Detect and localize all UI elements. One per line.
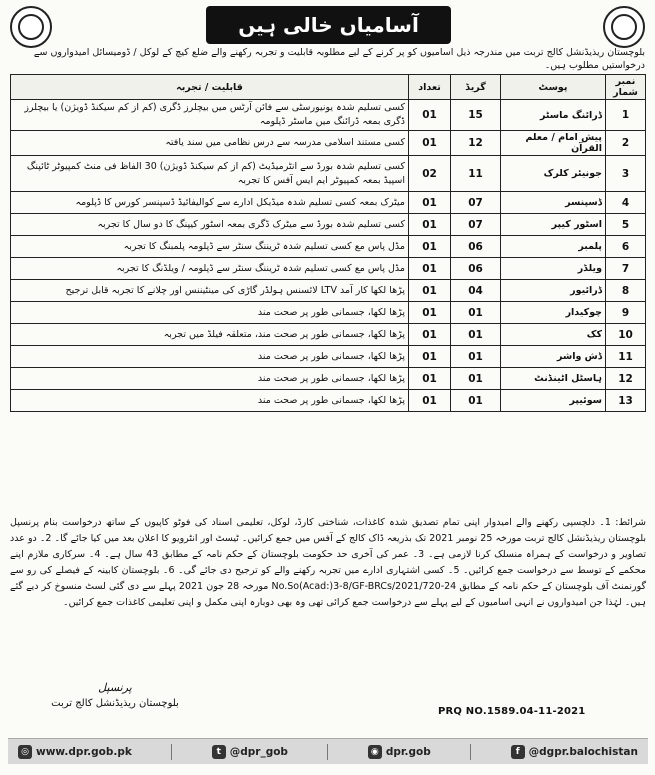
header-post: پوسٹ <box>501 75 606 100</box>
qualification-cell: مڈل پاس مع کسی تسلیم شدہ ٹریننگ سنٹر سے ڈپلومہ پلمبنگ کا تجربہ <box>11 236 409 258</box>
qualification-cell: کسی تسلیم شدہ یونیورسٹی سے فائن آرٹس میں بیچلرز ڈگری (کم از کم سیکنڈ ڈویژن) یا بیچلرز ڈگری بمعہ ڈرائنگ میں ماسٹر ڈپلومہ <box>11 100 409 131</box>
page-title: آسامیاں خالی ہیں <box>206 6 451 44</box>
terms-and-conditions: شرائط: 1۔ دلچسپی رکھنے والے امیدوار اپنی تمام تصدیق شدہ کاغذات، شناختی کارڈ، لوکل، تعلیمی اسناد کی فوٹو کاپیوں کے ساتھ درخواست بنام پرنسپل بلوچستان ریذیڈنشل کالج تربت مورخہ 25 نومبر 2021 تک بذریعہ ڈاک کالج کے آفس میں جمع کرائیں۔ ٹیسٹ اور انٹرویو کا اعلان بعد میں کیا جائے گا۔ 2۔ دو عدد تصاویر و درخواست کے ہمراہ منسلک کرنا لازمی ہے۔ 3۔ عمر کی آخری حد حکومت بلوچستان کے حکم نامہ کے مطابق 43 سال ہے۔ 4۔ سرکاری ملازم اپنے محکمے کے توسط سے درخواست جمع کرائیں۔ 5۔ کسی اشتہاری ادارے میں تجربہ رکھنے والے کو ترجیح دی جائے گی۔ 6۔ بلوچستان کابینہ کے فیصلے کی رو سے گورنمنٹ آف بلوچستان کے حکم نامہ کے مطابق No.So(Acad:)3-8/GF-BRCs/2021/720-24 مورخہ 28 جون 2021 پہلے سے دی گئی لسٹ منسوخ کر دیے گئے ہیں۔ لہٰذا جن امیدواروں نے انہی اسامیوں کے لیے پہلے سے درخواست جمع کرائی تھی وہ بھی دوبارہ اپنی مکمل و اپنی تعلیمی کاغذات جمع کرائیں۔ <box>10 517 647 608</box>
table-row <box>11 390 646 412</box>
sr-cell: 3 <box>606 156 646 192</box>
post-cell: ڈش واشر <box>501 346 606 368</box>
header-quantity: تعداد <box>409 75 451 100</box>
vacancies-table <box>10 74 646 412</box>
globe-icon: ◎ <box>18 745 32 759</box>
post-cell: پلمبر <box>501 236 606 258</box>
instagram-text: dpr.gob <box>385 745 431 758</box>
signature-title: پرنسپل <box>98 681 132 694</box>
signature-block <box>40 680 190 712</box>
post-cell: جونیئر کلرک <box>501 156 606 192</box>
grade-cell: 12 <box>451 131 501 156</box>
qualification-cell: پڑھا لکھا، جسمانی طور پر صحت مند <box>11 368 409 390</box>
quantity-cell: 01 <box>409 324 451 346</box>
sr-cell: 4 <box>606 192 646 214</box>
qualification-cell: کسی تسلیم شدہ بورڈ سے انٹرمیڈیٹ (کم از کم سیکنڈ ڈویژن) 30 الفاظ فی منٹ کمپیوٹر ٹائپنگ اسپیڈ بمعہ کمپیوٹر ایم ایس آفس کا تجربہ <box>11 156 409 192</box>
post-cell: ڈسپنسر <box>501 192 606 214</box>
qualification-cell: پڑھا لکھا کار آمد LTV لائسنس ہولڈر گاڑی کی مینٹیننس اور چلانے کا تجربہ قابل ترجیح <box>11 280 409 302</box>
divider <box>171 744 172 760</box>
sr-cell: 10 <box>606 324 646 346</box>
table-row <box>11 368 646 390</box>
signature-org: بلوچستان ریذیڈنشل کالج تربت <box>51 698 179 709</box>
qualification-cell: کسی مستند اسلامی مدرسہ سے درس نظامی میں سند یافتہ <box>11 131 409 156</box>
table-row <box>11 302 646 324</box>
sr-cell: 7 <box>606 258 646 280</box>
post-cell: ہاسٹل اٹینڈنٹ <box>501 368 606 390</box>
post-cell: چوکیدار <box>501 302 606 324</box>
quantity-cell: 01 <box>409 192 451 214</box>
instagram-icon: ◉ <box>368 745 382 759</box>
government-seal-logo <box>603 6 645 48</box>
table-row <box>11 156 646 192</box>
footer-twitter[interactable] <box>212 745 288 759</box>
quantity-cell: 02 <box>409 156 451 192</box>
table-row <box>11 346 646 368</box>
sr-cell: 11 <box>606 346 646 368</box>
qualification-cell: میٹرک بمعہ کسی تسلیم شدہ میڈیکل ادارے سے کوالیفائیڈ ڈسپنسر کورس کا ڈپلومہ <box>11 192 409 214</box>
college-logo <box>10 6 52 48</box>
quantity-cell: 01 <box>409 236 451 258</box>
post-cell: ڈرائیور <box>501 280 606 302</box>
sr-cell: 8 <box>606 280 646 302</box>
table-row <box>11 324 646 346</box>
table-row <box>11 100 646 131</box>
facebook-icon: f <box>511 745 525 759</box>
grade-cell: 01 <box>451 390 501 412</box>
twitter-icon: t <box>212 745 226 759</box>
post-cell: سوئیپر <box>501 390 606 412</box>
sr-cell: 12 <box>606 368 646 390</box>
footer-facebook[interactable] <box>511 745 638 759</box>
twitter-text: @dpr_gob <box>229 745 288 758</box>
header-qualification: قابلیت / تجربہ <box>11 75 409 100</box>
table-row <box>11 131 646 156</box>
table-header-row <box>11 75 646 100</box>
grade-cell: 01 <box>451 324 501 346</box>
intro-text: بلوچستان ریذیڈنشل کالج تربت میں مندرجہ ذیل اسامیوں کو پر کرنے کے لیے مطلوبہ قابلیت و تجربہ رکھنے والے ضلع کیچ کے لوکل / ڈومیسائل امیدواروں سے درخواستیں مطلوب ہیں۔ <box>33 47 645 71</box>
table-body <box>11 100 646 412</box>
sr-cell: 1 <box>606 100 646 131</box>
footer-instagram[interactable] <box>368 745 431 759</box>
grade-cell: 01 <box>451 368 501 390</box>
post-cell: ڈرائنگ ماسٹر <box>501 100 606 131</box>
quantity-cell: 01 <box>409 368 451 390</box>
qualification-cell: مڈل پاس مع کسی تسلیم شدہ ٹریننگ سنٹر سے ڈپلومہ / ویلڈنگ کا تجربہ <box>11 258 409 280</box>
sr-cell: 2 <box>606 131 646 156</box>
grade-cell: 07 <box>451 214 501 236</box>
table-row <box>11 280 646 302</box>
header-sr: نمبر شمار <box>606 75 646 100</box>
quantity-cell: 01 <box>409 302 451 324</box>
footer-website[interactable] <box>18 745 132 759</box>
quantity-cell: 01 <box>409 258 451 280</box>
post-cell: کک <box>501 324 606 346</box>
sr-cell: 9 <box>606 302 646 324</box>
grade-cell: 04 <box>451 280 501 302</box>
table-row <box>11 214 646 236</box>
post-cell: اسٹور کیپر <box>501 214 606 236</box>
qualification-cell: پڑھا لکھا، جسمانی طور پر صحت مند <box>11 390 409 412</box>
facebook-text: @dgpr.balochistan <box>528 745 638 758</box>
quantity-cell: 01 <box>409 390 451 412</box>
grade-cell: 01 <box>451 302 501 324</box>
footer-bar <box>8 738 648 764</box>
website-text: www.dpr.gob.pk <box>36 745 132 758</box>
quantity-cell: 01 <box>409 131 451 156</box>
table-row <box>11 236 646 258</box>
sr-cell: 13 <box>606 390 646 412</box>
quantity-cell: 01 <box>409 100 451 131</box>
divider <box>470 744 471 760</box>
qualification-cell: پڑھا لکھا، جسمانی طور پر صحت مند <box>11 302 409 324</box>
header-grade: گریڈ <box>451 75 501 100</box>
qualification-cell: کسی تسلیم شدہ بورڈ سے میٹرک ڈگری بمعہ اسٹور کیپنگ کا دو سال کا تجربہ <box>11 214 409 236</box>
grade-cell: 07 <box>451 192 501 214</box>
grade-cell: 01 <box>451 346 501 368</box>
table-row <box>11 258 646 280</box>
post-cell: پیش امام / معلم القرآن <box>501 131 606 156</box>
table-row <box>11 192 646 214</box>
grade-cell: 11 <box>451 156 501 192</box>
post-cell: ویلڈر <box>501 258 606 280</box>
divider <box>327 744 328 760</box>
quantity-cell: 01 <box>409 346 451 368</box>
sr-cell: 6 <box>606 236 646 258</box>
quantity-cell: 01 <box>409 214 451 236</box>
prq-number: PRQ NO.1589.04-11-2021 <box>438 706 586 717</box>
qualification-cell: پڑھا لکھا، جسمانی طور پر صحت مند، متعلقہ فیلڈ میں تجربہ <box>11 324 409 346</box>
sr-cell: 5 <box>606 214 646 236</box>
grade-cell: 06 <box>451 236 501 258</box>
quantity-cell: 01 <box>409 280 451 302</box>
grade-cell: 15 <box>451 100 501 131</box>
qualification-cell: پڑھا لکھا، جسمانی طور پر صحت مند <box>11 346 409 368</box>
grade-cell: 06 <box>451 258 501 280</box>
